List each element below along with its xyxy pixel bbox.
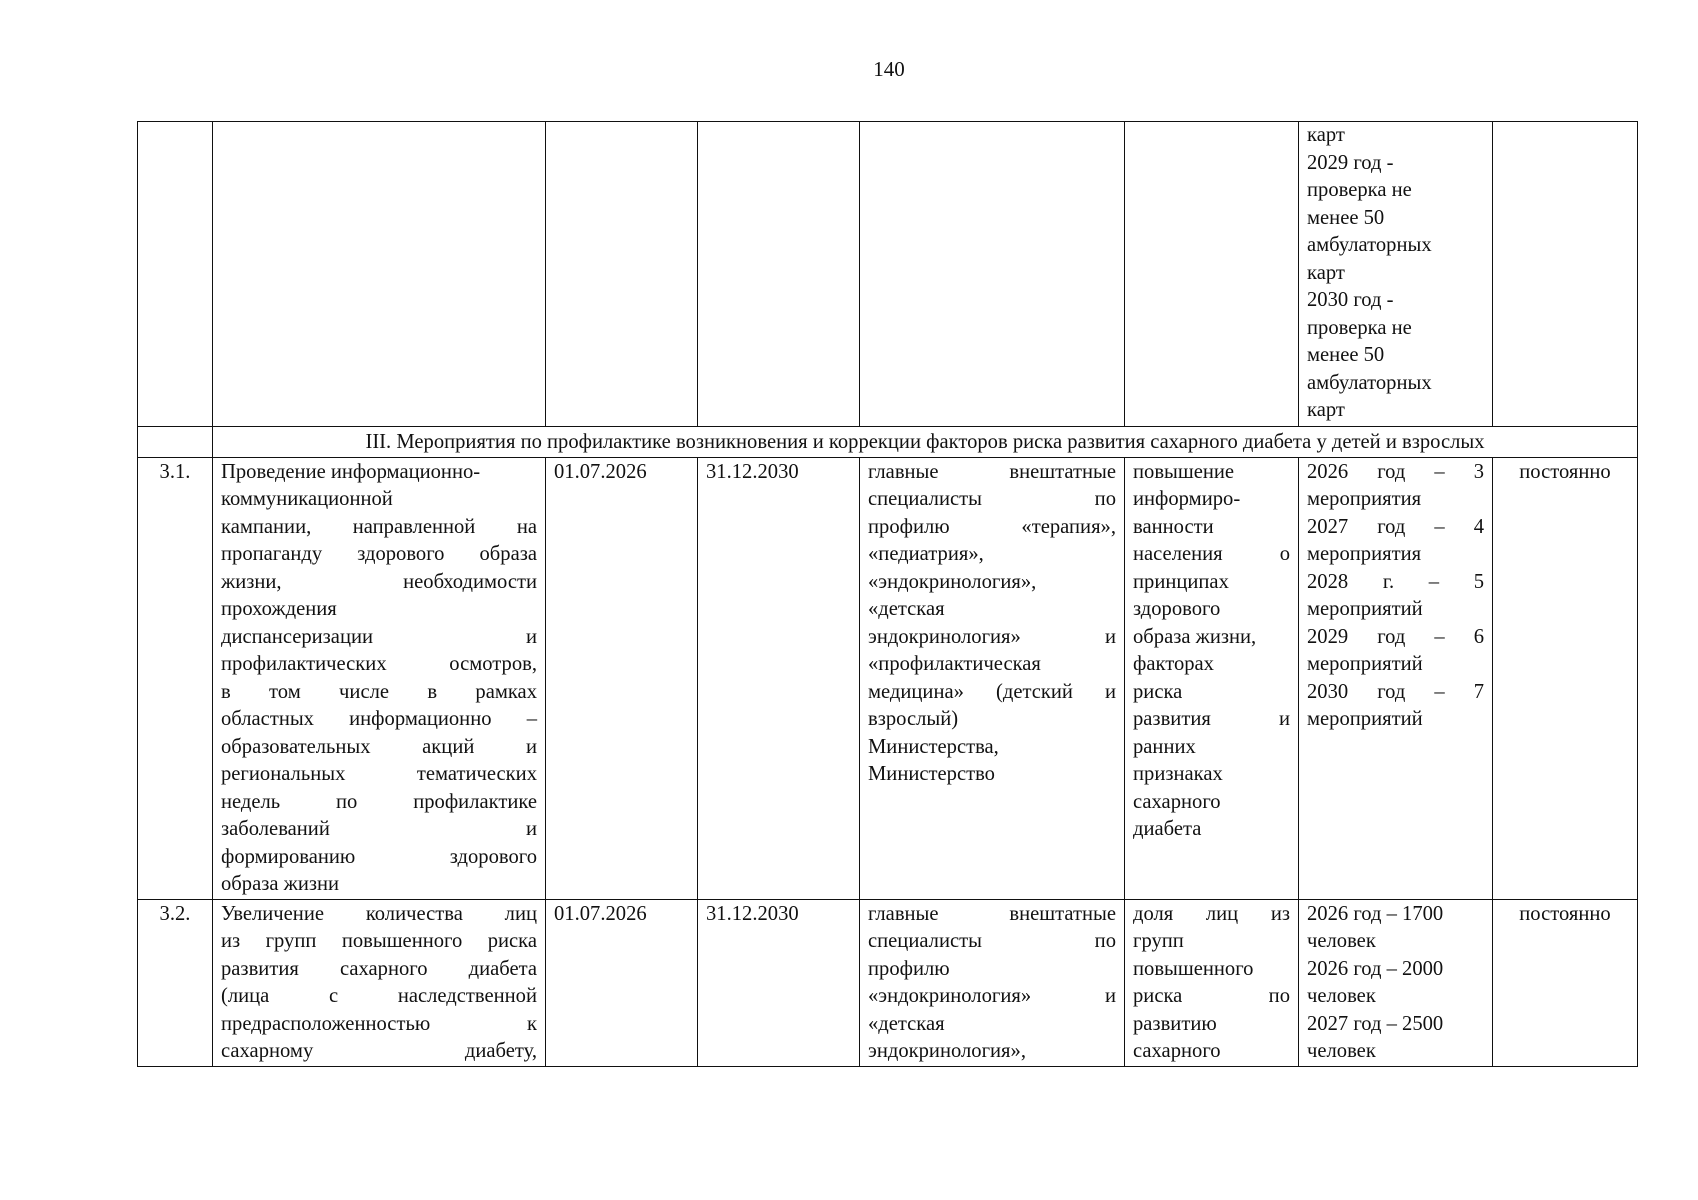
- cont-indicator-line: карт: [1307, 399, 1345, 421]
- responsible-line: главные внештатные: [868, 902, 1116, 925]
- result-line: населения о: [1133, 543, 1290, 565]
- table-row: [138, 899, 1638, 1066]
- periodicity: постоянно: [1493, 457, 1638, 899]
- cont-indicator-line: проверка не: [1307, 316, 1412, 339]
- result-line: риска: [1133, 680, 1183, 703]
- result-line: принципах: [1133, 570, 1229, 593]
- cont-indicator-line: менее 50: [1307, 206, 1385, 229]
- responsible-line: медицина» (детский и: [868, 680, 1116, 703]
- result-line: здорового: [1133, 598, 1221, 620]
- indicator-line: мероприятий: [1307, 598, 1423, 620]
- responsible-line: взрослый): [868, 708, 959, 730]
- name-line: диспансеризации и: [221, 625, 537, 648]
- section-num-cell: [138, 427, 213, 458]
- indicator-line: 2028 г. – 5: [1307, 570, 1484, 593]
- name-line: из групп повышенного риска: [221, 930, 537, 952]
- indicator-line: мероприятий: [1307, 708, 1423, 730]
- name-line: предрасположенностью к: [221, 1012, 537, 1035]
- name-line: образовательных акций и: [221, 735, 537, 758]
- cont-indicator-line: менее 50: [1307, 344, 1385, 366]
- indicator-line: мероприятия: [1307, 543, 1422, 565]
- responsible-line: «профилактическая: [868, 653, 1041, 675]
- indicator-line: 2029 год – 6: [1307, 625, 1484, 648]
- cont-result-cell: [1125, 122, 1299, 427]
- responsible-line: «детская: [868, 1012, 945, 1035]
- responsible-line: «эндокринология» и: [868, 985, 1116, 1007]
- activity-name-cell: [213, 457, 546, 899]
- cont-indicator-line: проверка не: [1307, 179, 1412, 201]
- indicator-line: 2030 год – 7: [1307, 680, 1484, 703]
- result-line: риска по: [1133, 985, 1290, 1007]
- responsible-cell: [860, 899, 1125, 1066]
- responsible-line: «педиатрия»,: [868, 543, 984, 565]
- table-row: [138, 457, 1638, 899]
- cont-num-cell: [138, 122, 213, 427]
- result-line: образа жизни,: [1133, 625, 1257, 648]
- result-line: информиро-: [1133, 488, 1241, 510]
- name-line: формированию здорового: [221, 845, 537, 868]
- result-line: факторах: [1133, 653, 1214, 675]
- result-line: повышение: [1133, 460, 1235, 483]
- result-line: ванности: [1133, 515, 1214, 538]
- responsible-cell: [860, 457, 1125, 899]
- responsible-line: «эндокринология»,: [868, 570, 1037, 593]
- indicator-line: мероприятий: [1307, 653, 1423, 675]
- responsible-line: главные внештатные: [868, 460, 1116, 483]
- name-line: жизни, необходимости: [221, 570, 537, 593]
- name-line: Проведение информационно-: [221, 460, 481, 483]
- name-line: пропаганду здорового образа: [221, 543, 537, 565]
- name-line: (лица с наследственной: [221, 985, 537, 1007]
- cont-indicator-line: амбулаторных: [1307, 371, 1432, 394]
- responsible-line: специалисты по: [868, 930, 1116, 952]
- indicator-line: 2027 год – 4: [1307, 515, 1484, 538]
- responsible-line: специалисты по: [868, 488, 1116, 510]
- name-line: областных информационно –: [221, 708, 537, 730]
- result-line: развитию: [1133, 1012, 1217, 1035]
- continuation-row: [138, 122, 1638, 427]
- section-row: [138, 427, 1638, 458]
- result-line: признаках: [1133, 763, 1223, 785]
- name-line: региональных тематических: [221, 763, 537, 785]
- name-line: развития сахарного диабета: [221, 957, 537, 980]
- name-line: Увеличение количества лиц: [221, 902, 537, 925]
- result-line: сахарного: [1133, 1040, 1221, 1062]
- name-line: заболеваний и: [221, 818, 537, 840]
- name-line: сахарному диабету,: [221, 1040, 537, 1062]
- name-line: прохождения: [221, 598, 337, 620]
- result-line: диабета: [1133, 818, 1202, 840]
- start-date: 01.07.2026: [546, 457, 698, 899]
- name-line: образа жизни: [221, 873, 340, 895]
- page-number: 140: [873, 57, 905, 81]
- cont-indicator-line: карт: [1307, 124, 1345, 146]
- responsible-line: эндокринология»,: [868, 1040, 1026, 1062]
- name-line: коммуникационной: [221, 488, 393, 510]
- cont-start-cell: [546, 122, 698, 427]
- indicator-line: 2027 год – 2500: [1307, 1012, 1444, 1035]
- name-line: кампании, направленной на: [221, 515, 537, 538]
- result-line: развития и: [1133, 708, 1290, 730]
- cont-indicator-line: 2029 год -: [1307, 151, 1394, 174]
- indicator-cell: [1299, 457, 1493, 899]
- responsible-line: Министерство: [868, 763, 995, 785]
- end-date: 31.12.2030: [698, 457, 860, 899]
- periodicity: постоянно: [1493, 899, 1638, 1066]
- name-line: недель по профилактике: [221, 790, 537, 813]
- responsible-line: профилю «терапия»,: [868, 515, 1116, 538]
- indicator-line: 2026 год – 2000: [1307, 957, 1444, 980]
- responsible-line: профилю: [868, 957, 950, 980]
- row-number: 3.1.: [138, 457, 213, 899]
- cont-end-cell: [698, 122, 860, 427]
- indicator-cell: [1299, 899, 1493, 1066]
- responsible-line: «детская: [868, 598, 945, 620]
- cont-indicator-line: 2030 год -: [1307, 289, 1394, 311]
- responsible-line: Министерства,: [868, 735, 999, 758]
- indicator-line: человек: [1307, 930, 1376, 952]
- responsible-line: эндокринология» и: [868, 625, 1116, 648]
- indicator-line: мероприятия: [1307, 488, 1422, 510]
- name-line: профилактических осмотров,: [221, 653, 537, 675]
- cont-indicator-cell: [1299, 122, 1493, 427]
- plan-table: [137, 121, 1638, 1067]
- indicator-line: 2026 год – 3: [1307, 460, 1484, 483]
- name-line: в том числе в рамках: [221, 680, 537, 703]
- indicator-line: человек: [1307, 985, 1376, 1007]
- result-cell: [1125, 899, 1299, 1066]
- result-cell: [1125, 457, 1299, 899]
- result-line: повышенного: [1133, 957, 1254, 980]
- cont-name-cell: [213, 122, 546, 427]
- result-line: групп: [1133, 930, 1184, 952]
- end-date: 31.12.2030: [698, 899, 860, 1066]
- cont-indicator-line: амбулаторных: [1307, 234, 1432, 256]
- indicator-line: человек: [1307, 1040, 1376, 1062]
- result-line: доля лиц из: [1133, 902, 1290, 925]
- section-title: III. Мероприятия по профилактике возникновения и коррекции факторов риска развития сахарного диабета у детей и взрослых: [213, 427, 1638, 458]
- result-line: сахарного: [1133, 790, 1221, 813]
- row-number: 3.2.: [138, 899, 213, 1066]
- activity-name-cell: [213, 899, 546, 1066]
- cont-indicator-line: карт: [1307, 261, 1345, 284]
- start-date: 01.07.2026: [546, 899, 698, 1066]
- cont-periodicity-cell: [1493, 122, 1638, 427]
- indicator-line: 2026 год – 1700: [1307, 902, 1444, 925]
- cont-responsible-cell: [860, 122, 1125, 427]
- result-line: ранних: [1133, 735, 1196, 758]
